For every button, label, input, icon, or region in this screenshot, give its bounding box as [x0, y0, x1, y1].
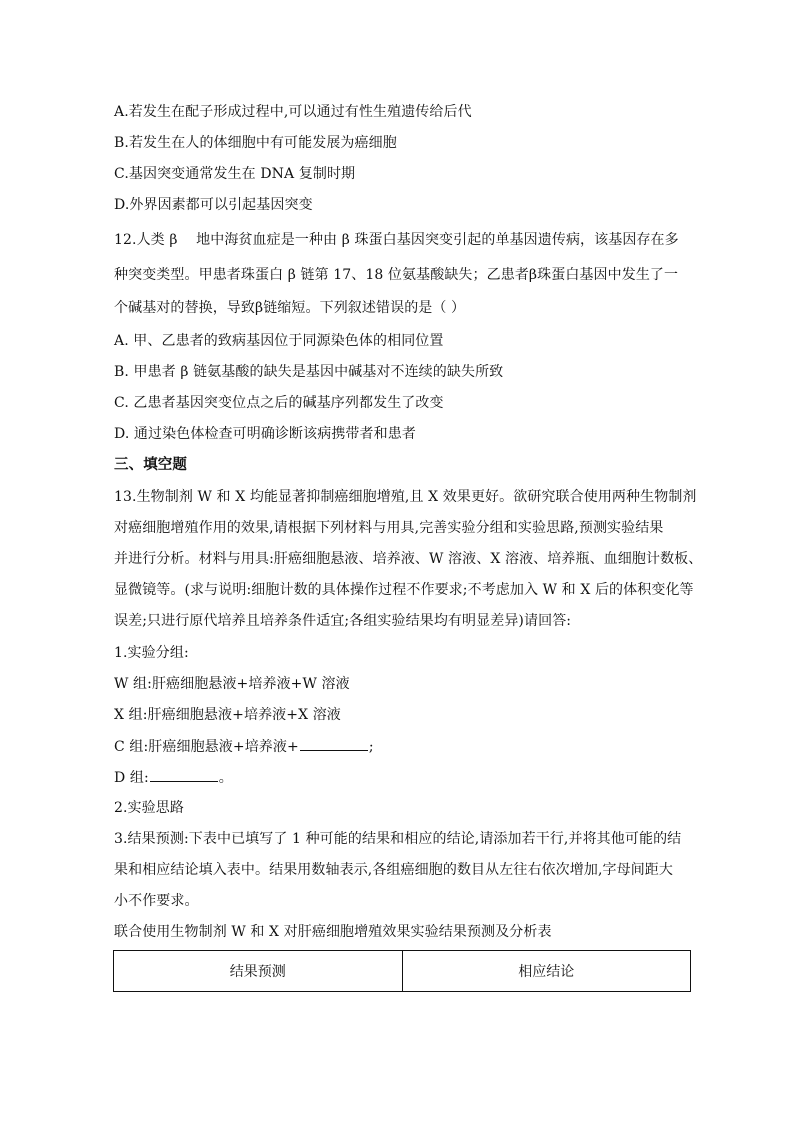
- q13-group-d-answer-blank[interactable]: [150, 767, 218, 782]
- q11-option-d: D.外界因素都可以引起基因突变: [114, 197, 313, 213]
- q13-part1-title: 1.实验分组:: [114, 645, 189, 661]
- q12-option-a: A. 甲、乙患者的致病基因位于同源染色体的相同位置: [114, 333, 444, 349]
- q12-stem-line-3: 个碱基对的替换，导致β链缩短。下列叙述错误的是（ ）: [114, 300, 466, 316]
- q13-stem-line-1: 13.生物制剂 W 和 X 均能显著抑制癌细胞增殖,且 X 效果更好。欲研究联合使用两种生物制剂: [114, 489, 697, 505]
- q13-group-x: X 组:肝癌细胞悬液+培养液+X 溶液: [114, 707, 341, 723]
- q13-stem-line-3: 并进行分析。材料与用具:肝癌细胞悬液、培养液、W 溶液、X 溶液、培养瓶、血细胞计数板、: [114, 551, 703, 567]
- q12-option-d: D. 通过染色体检查可明确诊断该病携带者和患者: [114, 426, 416, 442]
- q12-stem-line-1: 12.人类 β 地中海贫血症是一种由 β 珠蛋白基因突变引起的单基因遗传病，该基因存在多: [114, 232, 679, 248]
- q12-option-c: C. 乙患者基因突变位点之后的碱基序列都发生了改变: [114, 395, 444, 411]
- q13-group-c-answer-blank[interactable]: [300, 736, 368, 751]
- table-header-row: [114, 951, 691, 992]
- q13-group-c-suffix: ;: [368, 739, 374, 755]
- table-caption: 联合使用生物制剂 W 和 X 对肝癌细胞增殖效果实验结果预测及分析表: [114, 924, 552, 940]
- q13-stem-line-5: 误差;只进行原代培养且培养条件适宜;各组实验结果均有明显差异)请回答:: [114, 613, 572, 629]
- q13-group-d-prefix: D 组:: [114, 770, 149, 786]
- result-table: [113, 950, 691, 992]
- q13-part3-line-2: 果和相应结论填入表中。结果用数轴表示,各组癌细胞的数目从左往右依次增加,字母间距大: [114, 862, 673, 878]
- q13-group-d: [114, 767, 694, 788]
- q13-stem-line-2: 对癌细胞增殖作用的效果,请根据下列材料与用具,完善实验分组和实验思路,预测实验结果: [114, 520, 664, 536]
- q12-stem-line-2: 种突变类型。甲患者珠蛋白 β 链第 17、18 位氨基酸缺失；乙患者β珠蛋白基因中发生了一: [114, 267, 679, 283]
- table-header-result-prediction: 结果预测: [114, 951, 403, 992]
- q13-part3-line-1: 3.结果预测:下表中已填写了 1 种可能的结果和相应的结论,请添加若干行,并将其他可能的结: [114, 831, 682, 847]
- q13-group-c-prefix: C 组:肝癌细胞悬液+培养液+: [114, 739, 299, 755]
- q13-part2-title: 2.实验思路: [114, 800, 184, 816]
- q13-group-c: [114, 736, 694, 757]
- table-header-conclusion: 相应结论: [402, 951, 691, 992]
- q13-group-w: W 组:肝癌细胞悬液+培养液+W 溶液: [114, 676, 350, 692]
- q13-stem-line-4: 显微镜等。(求与说明:细胞计数的具体操作过程不作要求;不考虑加入 W 和 X 后的体积变化等: [114, 582, 694, 598]
- q12-option-b: B. 甲患者 β 链氨基酸的缺失是基因中碱基对不连续的缺失所致: [114, 364, 504, 380]
- q11-option-c: C.基因突变通常发生在 DNA 复制时期: [114, 166, 356, 182]
- q13-part3-line-3: 小不作要求。: [114, 893, 199, 909]
- section-title: 三、填空题: [114, 457, 187, 473]
- q11-option-a: A.若发生在配子形成过程中,可以通过有性生殖遗传给后代: [114, 104, 472, 120]
- q13-group-d-suffix: 。: [218, 770, 233, 786]
- q11-option-b: B.若发生在人的体细胞中有可能发展为癌细胞: [114, 135, 397, 151]
